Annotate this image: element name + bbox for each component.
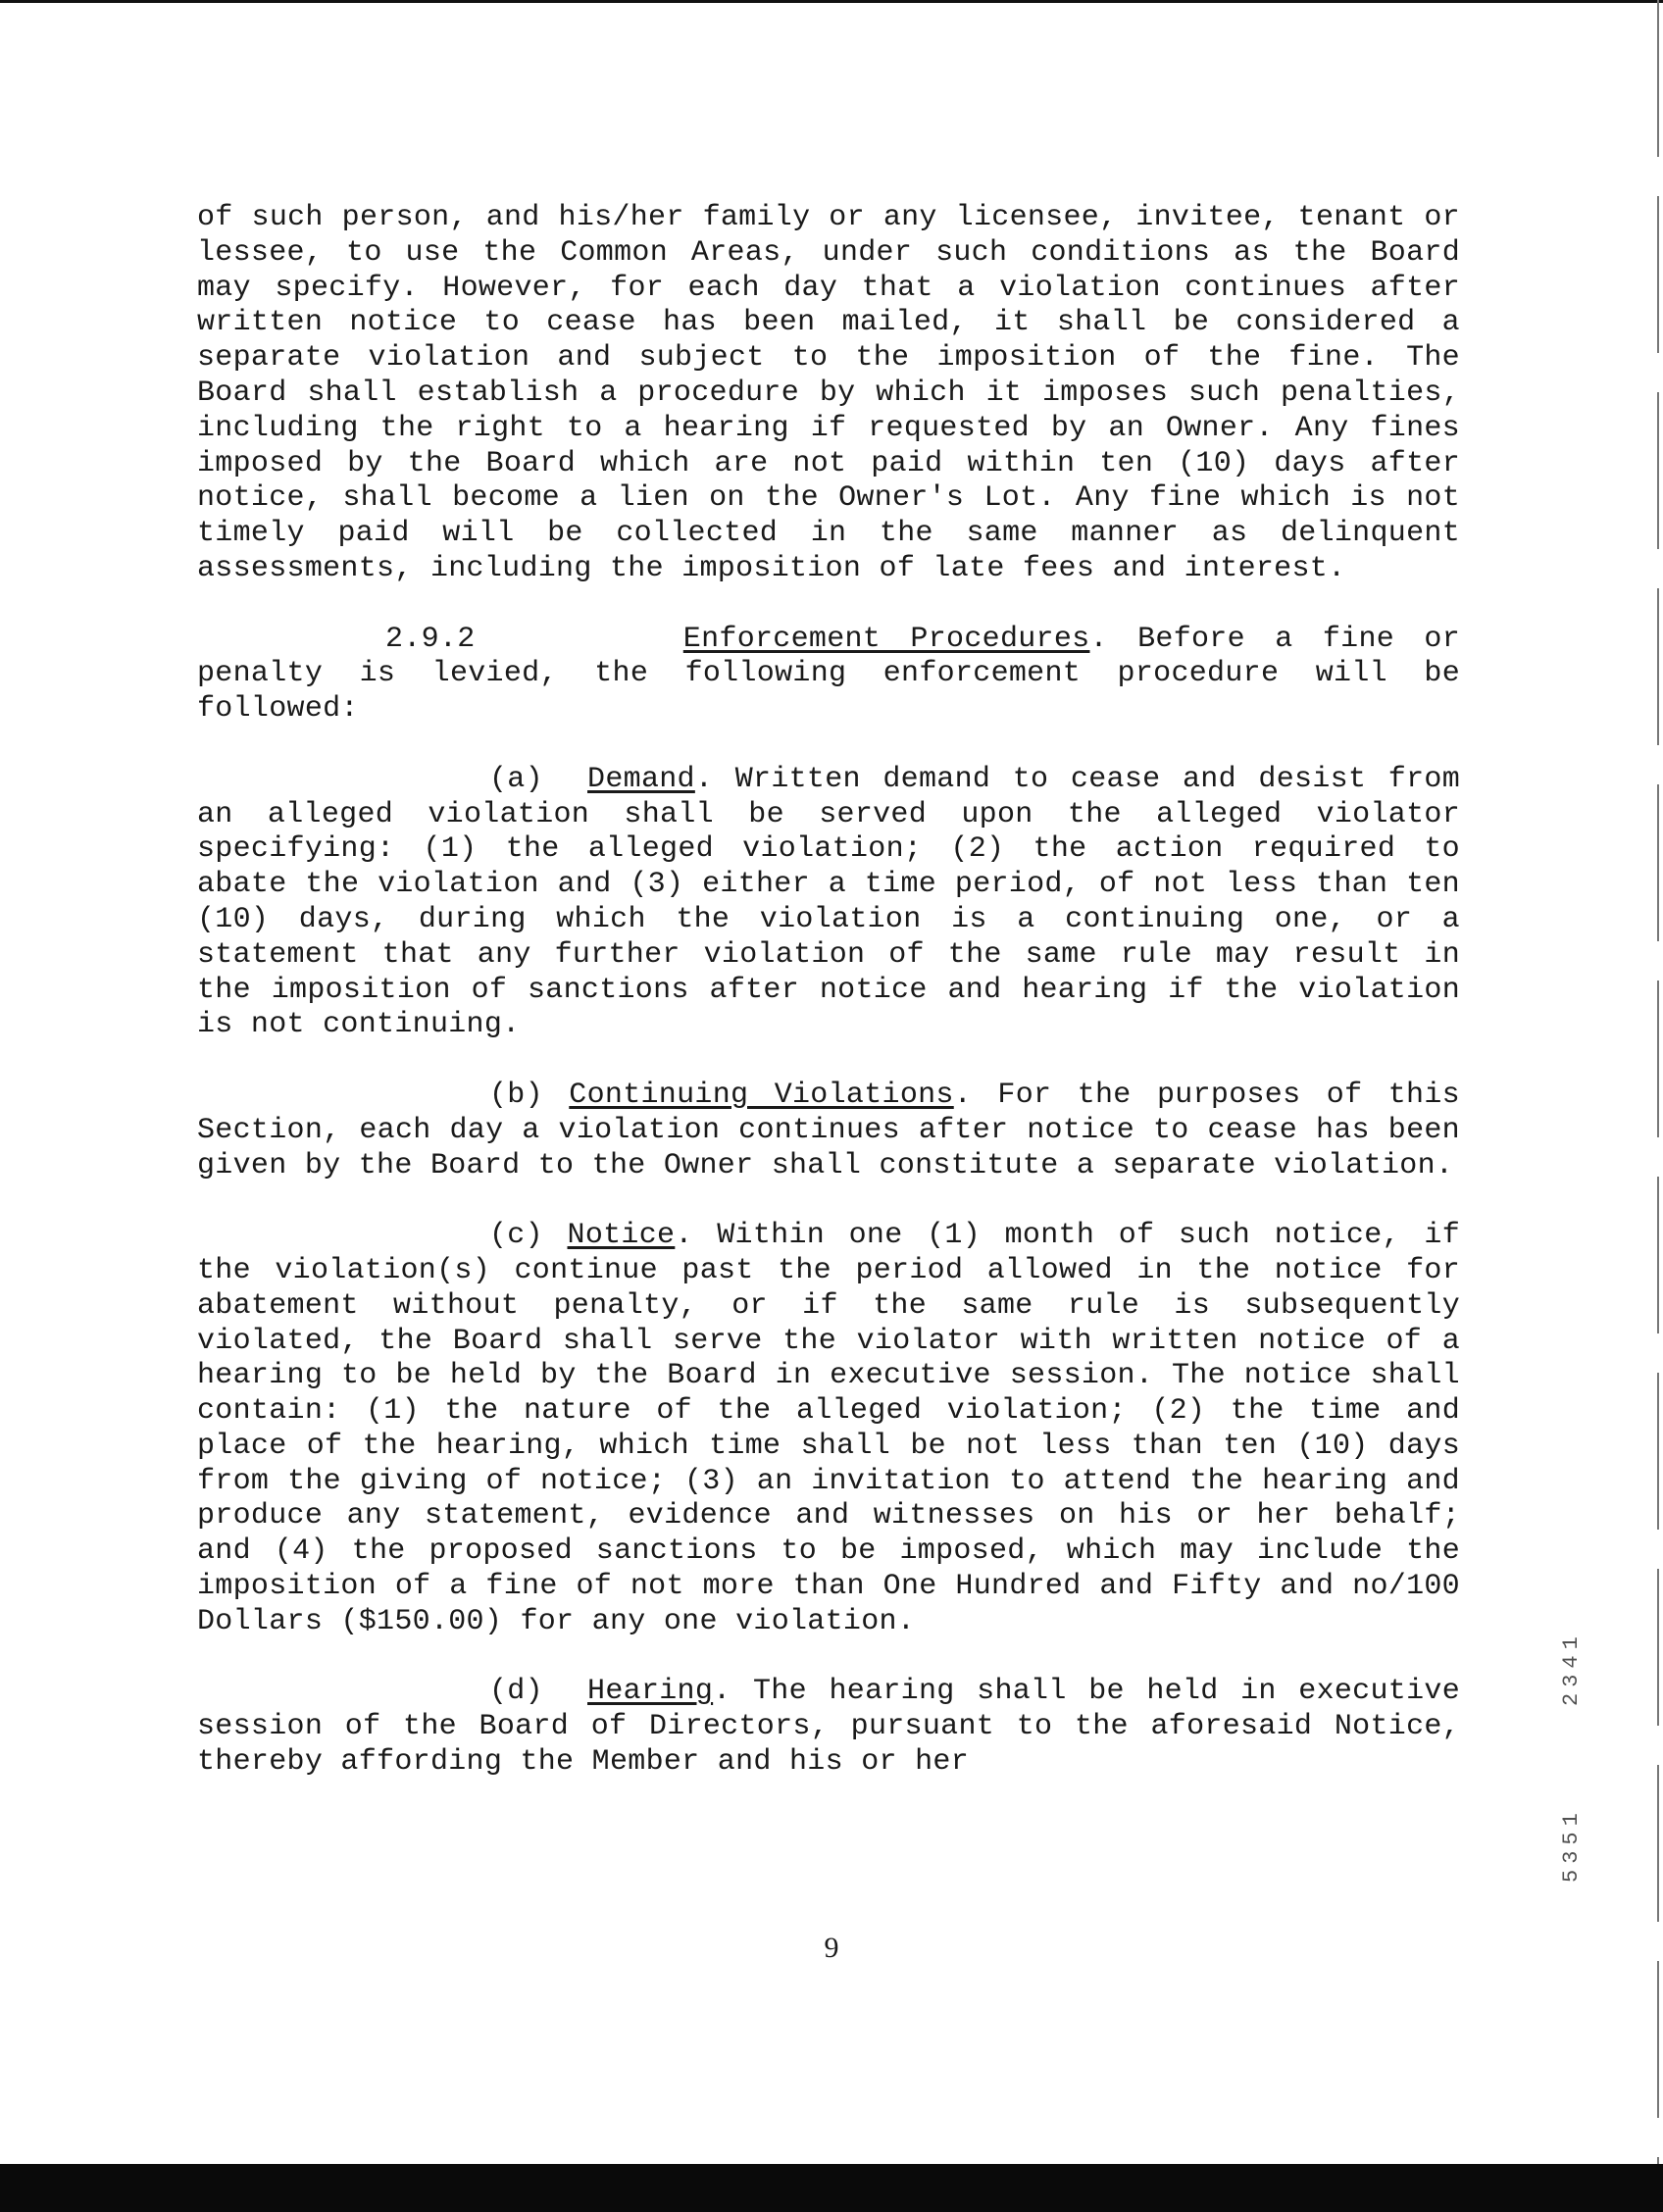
item-marker: (d) [489, 1675, 543, 1709]
item-text: . Written demand to cease and desist from an alleged violation shall be served upon the alleged violator specifying: (1) the alleged violation; (2) the action required to abate the violation and (3) either a time period, of not less than ten (10) days, during which the violation is a continuing one, or a statement that any further violation of the same rule may result in the imposition of sanctions after notice and hearing if the violation is not continuing. [197, 762, 1461, 1042]
page-number: 9 [824, 1932, 839, 1964]
scan-bottom-border [0, 2164, 1663, 2212]
scan-top-border [0, 0, 1663, 3]
item-d-hearing [197, 1675, 1460, 1780]
section-number: 2.9.2 [385, 622, 476, 656]
item-heading: Notice [567, 1219, 676, 1253]
item-b-continuing-violations [197, 1079, 1460, 1183]
scan-right-border [1657, 0, 1659, 2164]
item-marker: (b) [489, 1078, 543, 1112]
item-marker: (a) [489, 762, 543, 796]
item-a-demand [197, 763, 1460, 1043]
section-heading: Enforcement Procedures [682, 622, 1090, 656]
item-c-notice [197, 1219, 1460, 1640]
paragraph-continuation: of such person, and his/her family or any licensee, invitee, tenant or lessee, to use the Common Areas, under such conditions as the Board may specify. However, for each day that a violation continues after written notice to cease has been mailed, it shall be considered a separate violation and subject to the imposition of the fine. The Board shall establish a procedure by which it imposes such penalties, including the right to a hearing if requested by an Owner. Any fines imposed by the Board which are not paid within ten (10) days after notice, shall become a lien on the Owner's Lot. Any fine which is not timely paid will be collected in the same manner as delinquent assessments, including the imposition of late fees and interest. [197, 201, 1460, 585]
margin-recording-stamp: 5351 [1559, 1807, 1584, 1883]
item-heading: Demand [587, 762, 695, 796]
item-text: . Within one (1) month of such notice, if the violation(s) continue past the period allowed in the notice for abatement without penalty, or if the same rule is subsequently violated, the Board shall serve the violator with written notice of a hearing to be held by the Board in executive session. The notice shall contain: (1) the nature of the alleged violation; (2) the time and place of the hearing, which time shall be not less than ten (10) days from the giving of notice; (3) an invitation to attend the hearing and produce any statement, evidence and witnesses on his or her behalf; and (4) the proposed sanctions to be imposed, which may include the imposition of a fine of not more than One Hundred and Fifty and no/100 Dollars ($150.00) for any one violation. [197, 1219, 1460, 1638]
section-2-9-2 [197, 623, 1460, 728]
document-body [197, 201, 1460, 1816]
margin-recording-stamp: 2341 [1559, 1631, 1584, 1706]
item-marker: (c) [489, 1219, 543, 1253]
item-heading: Continuing Violations [569, 1078, 954, 1112]
item-text: . For the purposes of this Section, each day a violation continues after notice to cease has been given by the Board to the Owner shall constitute a separate violation. [197, 1078, 1460, 1182]
section-text: . Before a fine or penalty is levied, the following enforcement procedure will be followed: [197, 622, 1460, 727]
item-text: . The hearing shall be held in executive session of the Board of Directors, pursuant to the aforesaid Notice, thereby affording the Member and his or her [197, 1675, 1460, 1780]
item-heading: Hearing [587, 1675, 714, 1709]
